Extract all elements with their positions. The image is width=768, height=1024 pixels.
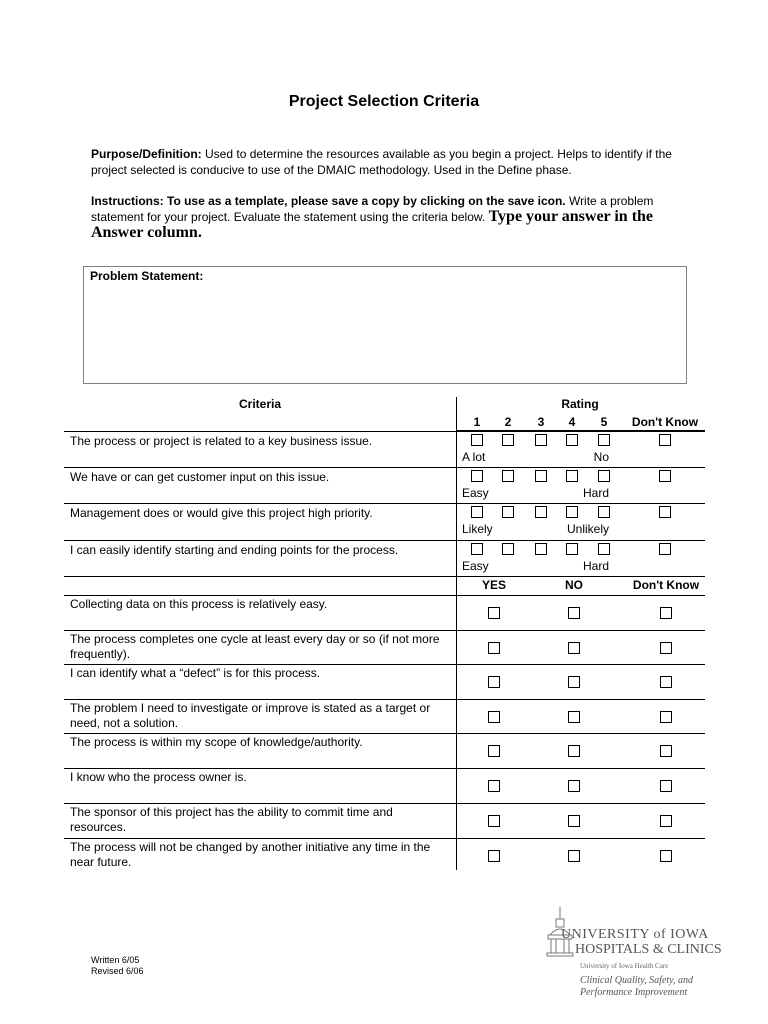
row-divider xyxy=(64,630,705,631)
dont-know-checkbox[interactable] xyxy=(660,815,672,827)
scale-low-label: Easy xyxy=(462,559,489,573)
row-divider xyxy=(64,733,705,734)
no-checkbox[interactable] xyxy=(568,711,580,723)
rating-col-5: 5 xyxy=(600,415,608,429)
rating-checkbox-5[interactable] xyxy=(598,434,610,446)
scale-high-label: No xyxy=(593,450,609,464)
no-checkbox[interactable] xyxy=(568,850,580,862)
rating-checkbox-5[interactable] xyxy=(598,543,610,555)
rating-checkbox-dont-know[interactable] xyxy=(659,470,671,482)
written-date: Written 6/05 xyxy=(91,955,140,965)
instructions-paragraph xyxy=(91,193,691,241)
criteria-text: I know who the process owner is. xyxy=(70,770,247,784)
rating-col-2: 2 xyxy=(504,415,512,429)
rating-checkbox-1[interactable] xyxy=(471,543,483,555)
logo-line2: HOSPITALS & CLINICS xyxy=(575,942,722,957)
dont-know-checkbox[interactable] xyxy=(660,607,672,619)
logo-line4: Clinical Quality, Safety, and xyxy=(580,975,694,986)
purpose-label: Purpose/Definition: xyxy=(91,147,202,161)
row-divider xyxy=(64,467,705,468)
row-divider xyxy=(64,699,705,700)
rating-checkbox-4[interactable] xyxy=(566,434,578,446)
dont-know-checkbox[interactable] xyxy=(660,642,672,654)
row-divider xyxy=(64,664,705,665)
rating-checkbox-3[interactable] xyxy=(535,434,547,446)
criteria-header: Criteria xyxy=(238,397,282,411)
rating-checkbox-dont-know[interactable] xyxy=(659,543,671,555)
scale-low-label: A lot xyxy=(462,450,486,464)
purpose-text: Used to determine the resources available as you begin a project. Helps to identify if the project selected is conducive to use of the DMAIC methodology. Used in the Define phase. xyxy=(91,147,672,177)
instructions-label: Instructions: To use as a template, please save a copy by clicking on the save icon. xyxy=(91,194,566,208)
rating-checkbox-4[interactable] xyxy=(566,470,578,482)
criteria-text: I can easily identify starting and ending points for the process. xyxy=(70,543,399,557)
revised-date: Revised 6/06 xyxy=(91,966,144,976)
dont-know-checkbox[interactable] xyxy=(660,676,672,688)
rating-checkbox-dont-know[interactable] xyxy=(659,506,671,518)
criteria-text: We have or can get customer input on this issue. xyxy=(70,470,330,484)
row-divider xyxy=(64,431,705,432)
no-checkbox[interactable] xyxy=(568,607,580,619)
rating-col-6: Don't Know xyxy=(631,415,699,429)
rating-checkbox-5[interactable] xyxy=(598,506,610,518)
rating-col-4: 4 xyxy=(568,415,576,429)
rating-checkbox-1[interactable] xyxy=(471,434,483,446)
rating-checkbox-3[interactable] xyxy=(535,543,547,555)
purpose-paragraph xyxy=(91,146,691,178)
rating-checkbox-3[interactable] xyxy=(535,506,547,518)
dont-know-checkbox[interactable] xyxy=(660,745,672,757)
criteria-text: The process is within my scope of knowledge/authority. xyxy=(70,735,363,749)
page-title: Project Selection Criteria xyxy=(288,93,480,110)
dont-know-checkbox[interactable] xyxy=(660,850,672,862)
criteria-text: The process or project is related to a key business issue. xyxy=(70,434,373,448)
row-divider xyxy=(64,503,705,504)
rating-checkbox-2[interactable] xyxy=(502,434,514,446)
rating-col-1: 1 xyxy=(473,415,481,429)
instructions-text: Write a problem statement for your project. Evaluate the statement using the criteria below. xyxy=(91,194,654,224)
rating-checkbox-dont-know[interactable] xyxy=(659,434,671,446)
no-checkbox[interactable] xyxy=(568,745,580,757)
yes-checkbox[interactable] xyxy=(488,607,500,619)
scale-high-label: Hard xyxy=(582,559,609,573)
criteria-text: The process will not be changed by another initiative any time in the near future. xyxy=(70,840,431,869)
row-divider xyxy=(64,595,705,596)
rating-checkbox-5[interactable] xyxy=(598,470,610,482)
rating-header: Rating xyxy=(561,397,599,411)
row-divider xyxy=(64,540,705,541)
criteria-text: The process completes one cycle at least every day or so (if not more frequently). xyxy=(70,632,440,661)
yes-checkbox[interactable] xyxy=(488,815,500,827)
rating-checkbox-2[interactable] xyxy=(502,543,514,555)
criteria-text: The problem I need to investigate or improve is stated as a target or need, not a solution. xyxy=(70,701,431,730)
rating-checkbox-4[interactable] xyxy=(566,543,578,555)
scale-low-label: Likely xyxy=(462,522,493,536)
row-divider xyxy=(64,838,705,839)
problem-statement-box[interactable] xyxy=(83,266,687,384)
yn-col-1: YES xyxy=(481,578,506,592)
rating-checkbox-2[interactable] xyxy=(502,470,514,482)
logo-line1: UNIVERSITY of IOWA xyxy=(561,927,709,942)
row-divider xyxy=(64,768,705,769)
scale-high-label: Hard xyxy=(582,486,609,500)
row-divider xyxy=(64,803,705,804)
criteria-text: I can identify what a “defect” is for this process. xyxy=(70,666,321,680)
scale-low-label: Easy xyxy=(462,486,489,500)
no-checkbox[interactable] xyxy=(568,780,580,792)
scale-high-label: Unlikely xyxy=(566,522,609,536)
row-divider xyxy=(64,576,705,577)
logo-line3: University of Iowa Health Care xyxy=(580,962,669,970)
yes-checkbox[interactable] xyxy=(488,745,500,757)
rating-checkbox-1[interactable] xyxy=(471,470,483,482)
logo-line5: Performance Improvement xyxy=(580,987,688,998)
rating-col-3: 3 xyxy=(537,415,545,429)
rating-checkbox-1[interactable] xyxy=(471,506,483,518)
yes-checkbox[interactable] xyxy=(488,711,500,723)
criteria-text: The sponsor of this project has the ability to commit time and resources. xyxy=(70,805,393,834)
column-divider xyxy=(456,397,457,870)
instructions-emphasis: Type your answer in the Answer column. xyxy=(91,208,654,241)
dont-know-checkbox[interactable] xyxy=(660,711,672,723)
criteria-text: Management does or would give this project high priority. xyxy=(70,506,373,520)
rating-checkbox-2[interactable] xyxy=(502,506,514,518)
yn-col-2: NO xyxy=(565,578,583,592)
criteria-text: Collecting data on this process is relatively easy. xyxy=(70,597,328,611)
yes-checkbox[interactable] xyxy=(488,850,500,862)
no-checkbox[interactable] xyxy=(568,642,580,654)
dont-know-checkbox[interactable] xyxy=(660,780,672,792)
problem-statement-label: Problem Statement: xyxy=(90,269,204,283)
rating-checkbox-4[interactable] xyxy=(566,506,578,518)
yes-checkbox[interactable] xyxy=(488,780,500,792)
yes-checkbox[interactable] xyxy=(488,676,500,688)
yn-col-3: Don't Know xyxy=(632,578,700,592)
no-checkbox[interactable] xyxy=(568,815,580,827)
no-checkbox[interactable] xyxy=(568,676,580,688)
yes-checkbox[interactable] xyxy=(488,642,500,654)
rating-checkbox-3[interactable] xyxy=(535,470,547,482)
